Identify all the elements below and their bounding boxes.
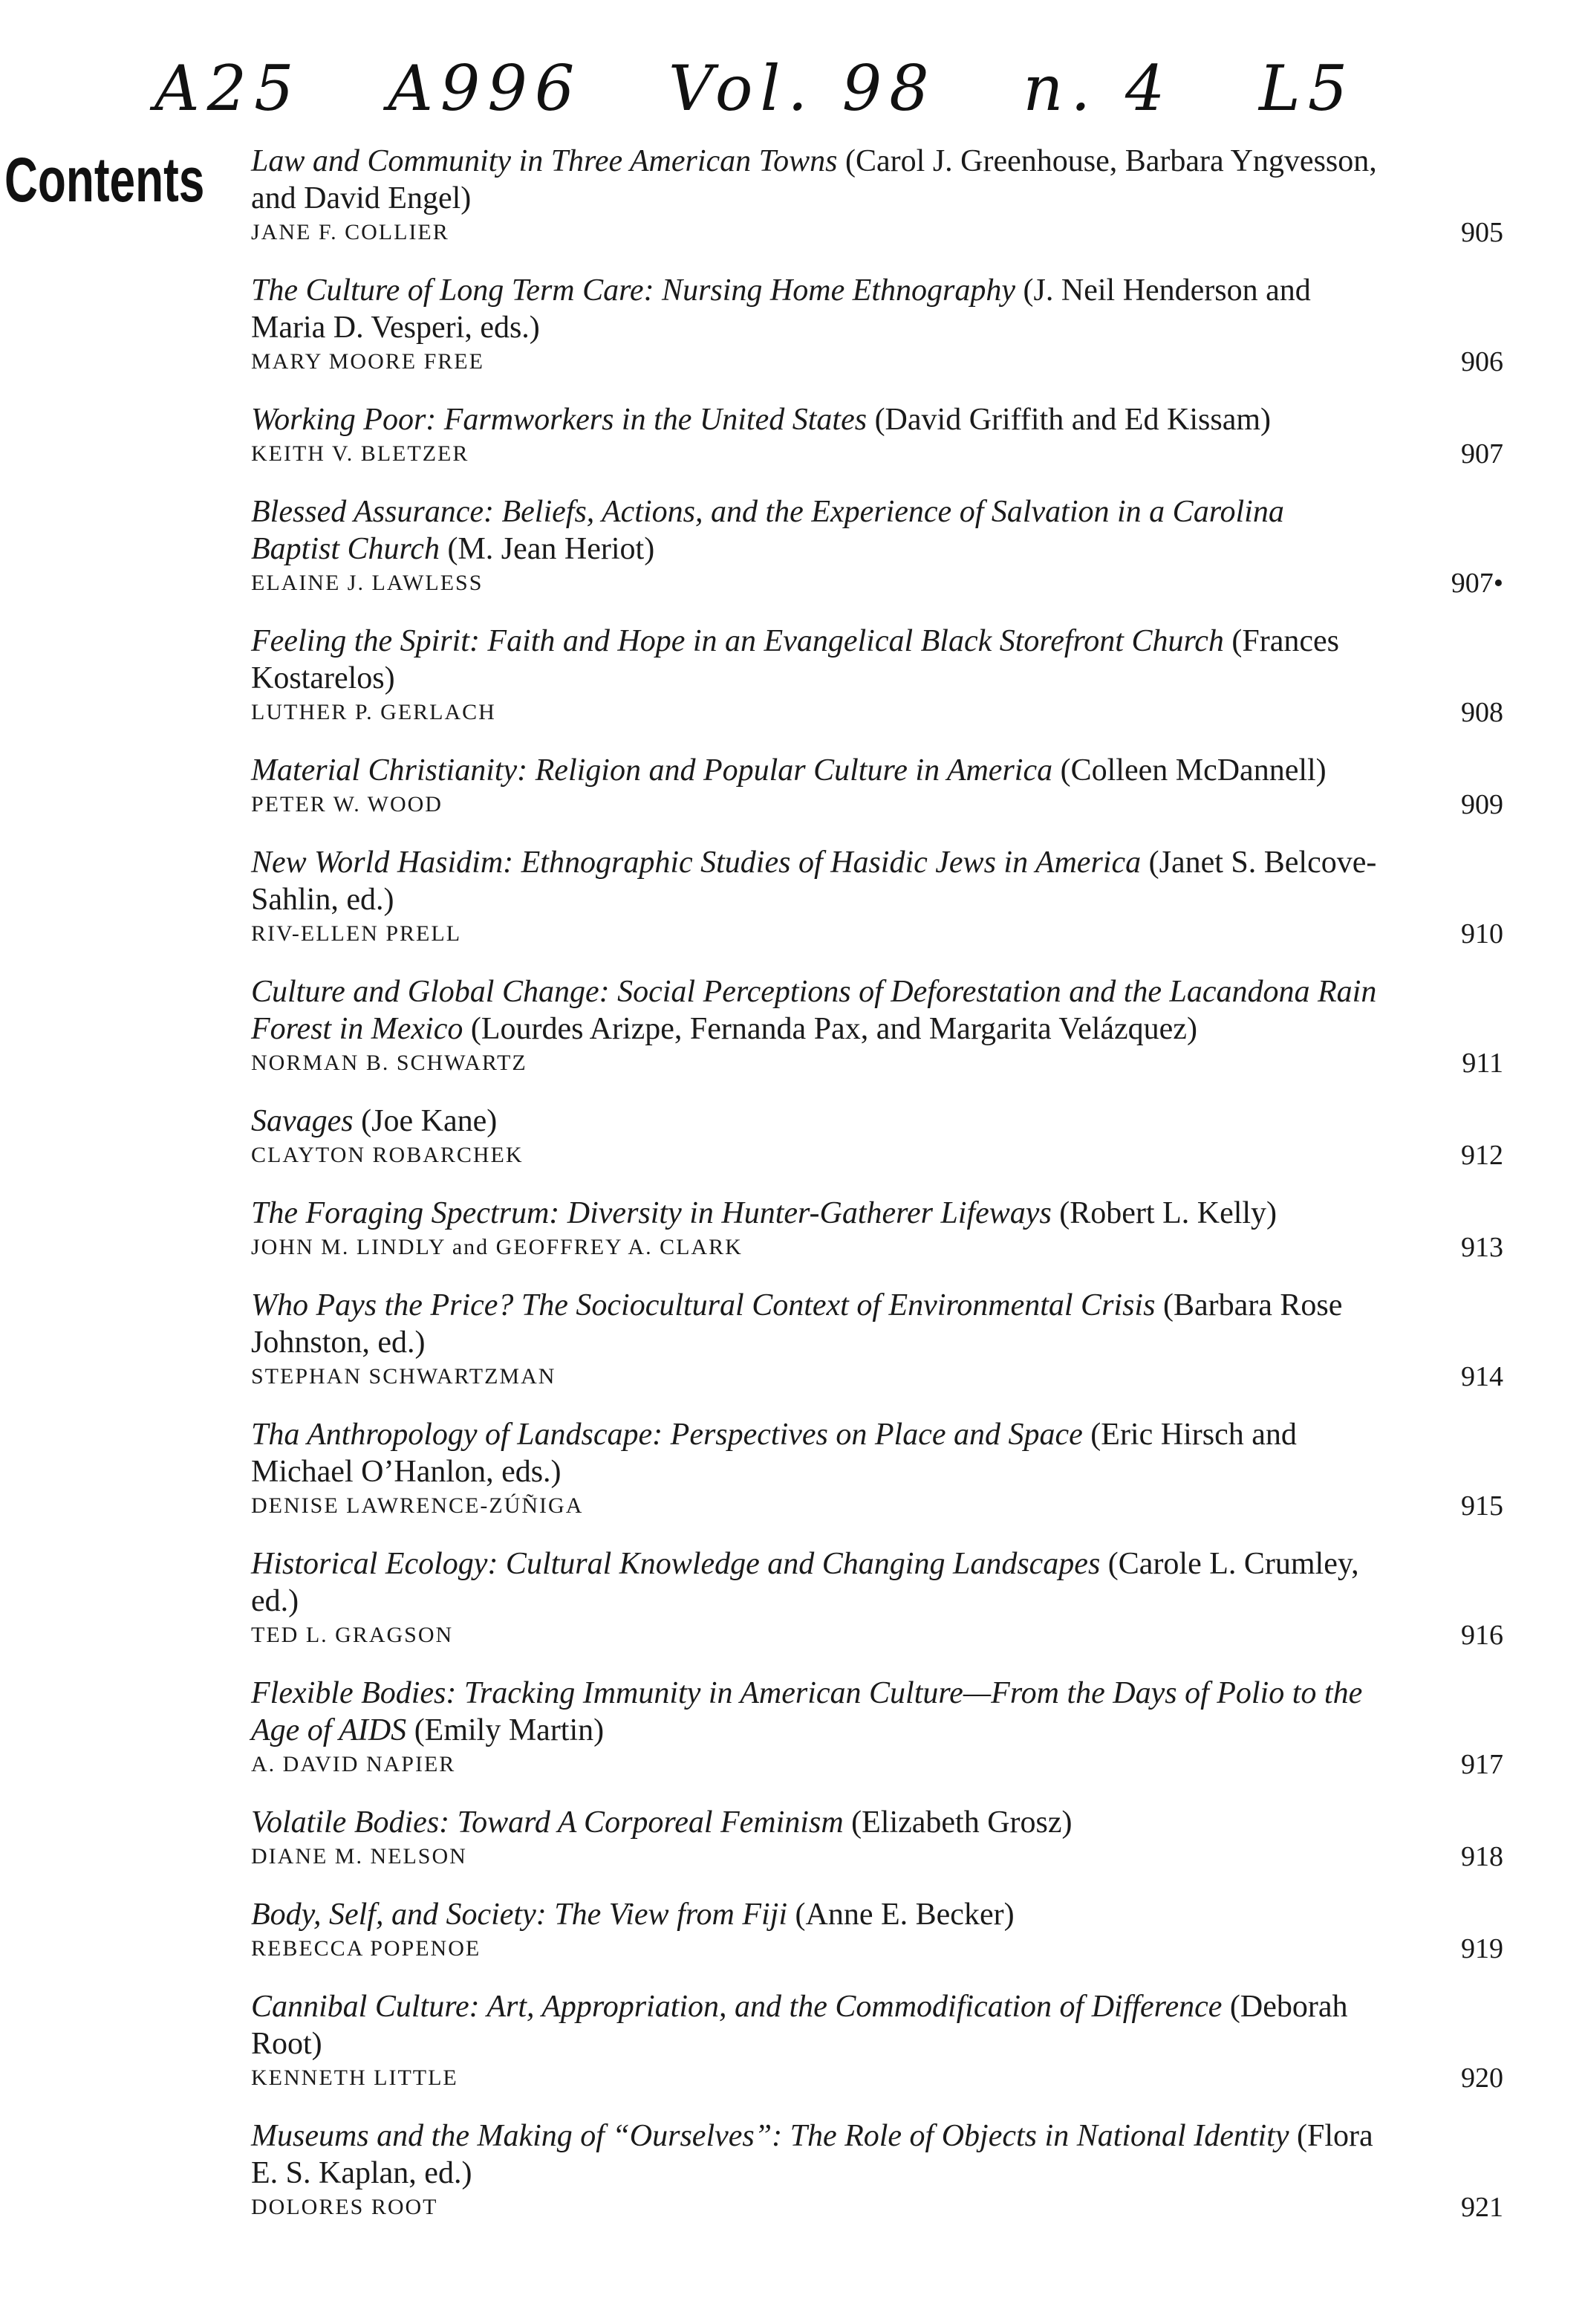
- contents-entry: [251, 1545, 1503, 1649]
- book-authors: (Janet S. Belcove-Sahlin, ed.): [251, 845, 1377, 917]
- book-authors: (Eric Hirsch and Michael O’Hanlon, eds.): [251, 1418, 1297, 1489]
- entry-title: [251, 272, 1380, 346]
- book-title: Culture and Global Change: Social Perceptions of Deforestation and the Lacandona Rain Forest in Mexico: [251, 975, 1377, 1046]
- page-number: 909: [1461, 789, 1503, 820]
- page-number: 921: [1461, 2192, 1503, 2223]
- reviewer-name: TED L. GRAGSON: [251, 1623, 454, 1647]
- book-authors: (J. Neil Henderson and Maria D. Vesperi, eds.): [251, 273, 1311, 345]
- page-number: 910: [1461, 918, 1503, 950]
- page-number: 911: [1462, 1048, 1503, 1079]
- book-authors: (Frances Kostarelos): [251, 624, 1340, 695]
- entry-title: [251, 1195, 1380, 1232]
- entry-title: [251, 1287, 1380, 1361]
- entry-title: [251, 973, 1380, 1048]
- book-authors: (Carol J. Greenhouse, Barbara Yngvesson, and David Engel): [251, 144, 1377, 215]
- book-title: Who Pays the Price? The Sociocultural Context of Environmental Crisis: [251, 1288, 1156, 1322]
- page-number: 905: [1461, 217, 1503, 248]
- page-number: 906: [1461, 346, 1503, 377]
- contents-entry: [251, 1103, 1503, 1169]
- book-title: The Foraging Spectrum: Diversity in Hunter-Gatherer Lifeways: [251, 1196, 1052, 1230]
- book-authors: (M. Jean Heriot): [439, 532, 655, 566]
- reviewer-name: KEITH V. BLETZER: [251, 441, 469, 466]
- page-number: 920: [1461, 2062, 1503, 2094]
- entry-title: [251, 493, 1380, 568]
- contents-entry: [251, 1988, 1503, 2092]
- handwritten-part: L5: [1259, 52, 1355, 125]
- handwritten-part: A996: [388, 52, 582, 125]
- entry-title: [251, 2117, 1380, 2192]
- page-number: 907•: [1451, 568, 1503, 599]
- entry-title: [251, 844, 1380, 918]
- contents-entry: [251, 973, 1503, 1077]
- reviewer-name: DENISE LAWRENCE-ZÚÑIGA: [251, 1493, 584, 1518]
- reviewer-name: MARY MOORE FREE: [251, 349, 484, 374]
- entry-title: [251, 1804, 1380, 1841]
- page-number: 917: [1461, 1749, 1503, 1780]
- book-authors: (Lourdes Arizpe, Fernanda Pax, and Margarita Velázquez): [463, 1012, 1197, 1046]
- reviewer-name: STEPHAN SCHWARTZMAN: [251, 1364, 556, 1389]
- book-authors: (Carole L. Crumley, ed.): [251, 1547, 1359, 1618]
- book-title: Flexible Bodies: Tracking Immunity in American Culture—From the Days of Polio to the Age of AIDS: [251, 1676, 1363, 1747]
- book-title: New World Hasidim: Ethnographic Studies of Hasidic Jews in America: [251, 845, 1142, 880]
- entry-title: [251, 752, 1380, 789]
- handwritten-part: Vol. 98: [668, 52, 937, 125]
- contents-entry: [251, 1675, 1503, 1779]
- book-authors: (Deborah Root): [251, 1990, 1348, 2061]
- book-title: Law and Community in Three American Towns: [251, 144, 838, 178]
- reviewer-name: CLAYTON ROBARCHEK: [251, 1143, 524, 1167]
- entry-title: [251, 1103, 1380, 1140]
- reviewer-name: A. DAVID NAPIER: [251, 1752, 456, 1776]
- contents-entry: [251, 1416, 1503, 1520]
- entry-title: [251, 623, 1380, 697]
- reviewer-name: JOHN M. LINDLY and GEOFFREY A. CLARK: [251, 1235, 743, 1259]
- contents-list: [251, 143, 1503, 2247]
- book-authors: (Elizabeth Grosz): [843, 1805, 1073, 1840]
- book-title: Material Christianity: Religion and Popular Culture in America: [251, 753, 1053, 788]
- reviewer-name: RIV-ELLEN PRELL: [251, 921, 462, 946]
- reviewer-name: KENNETH LITTLE: [251, 2065, 458, 2090]
- book-authors: (Flora E. S. Kaplan, ed.): [251, 2119, 1373, 2190]
- book-title: Cannibal Culture: Art, Appropriation, and the Commodification of Difference: [251, 1990, 1223, 2024]
- book-title: Historical Ecology: Cultural Knowledge and Changing Landscapes: [251, 1547, 1101, 1581]
- handwritten-part: A25: [154, 52, 302, 125]
- book-authors: (Emily Martin): [406, 1713, 605, 1747]
- book-authors: (Barbara Rose Johnston, ed.): [251, 1288, 1343, 1360]
- reviewer-name: LUTHER P. GERLACH: [251, 700, 496, 724]
- entry-title: [251, 1416, 1380, 1490]
- book-title: Working Poor: Farmworkers in the United States: [251, 403, 868, 437]
- entry-title: [251, 1545, 1380, 1620]
- entry-title: [251, 1988, 1380, 2062]
- contents-entry: [251, 844, 1503, 948]
- book-authors: (David Griffith and Ed Kissam): [867, 403, 1272, 437]
- contents-entry: [251, 143, 1503, 247]
- contents-entry: [251, 272, 1503, 376]
- book-title: Body, Self, and Society: The View from Fiji: [251, 1898, 788, 1932]
- entry-title: [251, 1896, 1380, 1933]
- page-title: Contents: [4, 145, 205, 215]
- book-authors: (Joe Kane): [353, 1104, 498, 1138]
- contents-entry: [251, 623, 1503, 727]
- book-title: Blessed Assurance: Beliefs, Actions, and the Experience of Salvation in a Carolina Baptist Church: [251, 495, 1284, 566]
- contents-entry: [251, 752, 1503, 819]
- reviewer-name: NORMAN B. SCHWARTZ: [251, 1051, 527, 1075]
- contents-entry: [251, 493, 1503, 597]
- reviewer-name: REBECCA POPENOE: [251, 1936, 481, 1961]
- book-title: The Culture of Long Term Care: Nursing Home Ethnography: [251, 273, 1016, 308]
- book-title: Volatile Bodies: Toward A Corporeal Feminism: [251, 1805, 844, 1840]
- reviewer-name: DOLORES ROOT: [251, 2195, 438, 2219]
- handwritten-call-number: [154, 52, 1414, 125]
- book-authors: (Colleen McDannell): [1052, 753, 1327, 788]
- reviewer-name: DIANE M. NELSON: [251, 1844, 467, 1869]
- contents-entry: [251, 2117, 1503, 2221]
- book-authors: (Robert L. Kelly): [1051, 1196, 1278, 1230]
- page-number: 914: [1461, 1361, 1503, 1392]
- entry-title: [251, 1675, 1380, 1749]
- entry-title: [251, 401, 1380, 438]
- page-number: 913: [1461, 1232, 1503, 1263]
- page-number: 915: [1461, 1490, 1503, 1522]
- reviewer-name: PETER W. WOOD: [251, 792, 443, 817]
- book-title: Museums and the Making of “Ourselves”: The Role of Objects in National Identity: [251, 2119, 1289, 2153]
- reviewer-name: JANE F. COLLIER: [251, 220, 449, 244]
- page-number: 918: [1461, 1841, 1503, 1872]
- contents-entry: [251, 1896, 1503, 1963]
- book-title: Tha Anthropology of Landscape: Perspectives on Place and Space: [251, 1418, 1083, 1452]
- page-number: 907: [1461, 438, 1503, 470]
- page-number: 916: [1461, 1620, 1503, 1651]
- book-title: Feeling the Spirit: Faith and Hope in an Evangelical Black Storefront Church: [251, 624, 1224, 658]
- page-number: 919: [1461, 1933, 1503, 1964]
- contents-entry: [251, 1195, 1503, 1262]
- entry-title: [251, 143, 1380, 217]
- page-number: 912: [1461, 1140, 1503, 1171]
- book-authors: (Anne E. Becker): [787, 1898, 1015, 1932]
- contents-entry: [251, 401, 1503, 468]
- handwritten-part: n. 4: [1023, 52, 1173, 125]
- book-title: Savages: [251, 1104, 354, 1138]
- contents-entry: [251, 1804, 1503, 1871]
- page-number: 908: [1461, 697, 1503, 728]
- contents-entry: [251, 1287, 1503, 1391]
- reviewer-name: ELAINE J. LAWLESS: [251, 571, 484, 595]
